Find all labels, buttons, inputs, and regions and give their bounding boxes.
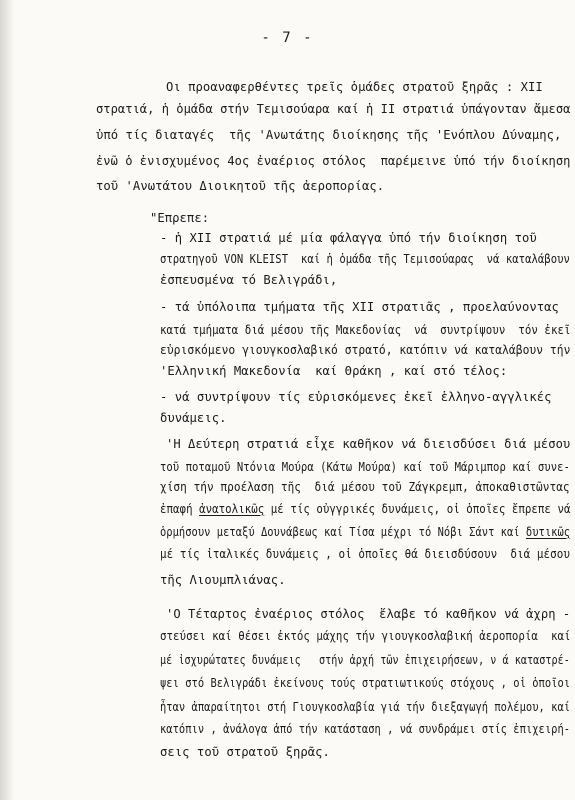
text-segment: ὁρμήσουν μεταξύ Δουνάβεως καί Τίσα μέχρι τό Νόβι Σάντ καί — [160, 525, 526, 539]
underlined-word: δυτικῶς — [525, 525, 571, 539]
underlined-word: ἀνατολικῶς — [199, 502, 265, 516]
text-line: δυνάμεις. — [160, 411, 227, 425]
text-line: τοῦ ποταμοῦ Ντόνια Μούρα (Κάτω Μούρα) καί τοῦ Μάριμπορ καί συνε- — [160, 460, 570, 474]
page-number: - 7 - — [261, 30, 314, 46]
text-line: 'Ελληνική Μακεδονία καί Θράκη , καί στό τέλος: — [160, 364, 508, 378]
text-line: στρατηγοῦ VON KLEIST καί ἡ ὁμάδα τῆς Τεμισούαρας νά καταλάβουν — [160, 252, 570, 266]
text-line: μέ ἰσχυρώτατες δυνάμεις στήν ἀρχή τῶν ἐπιχειρήσεων, ν ά καταστρέ- — [160, 653, 570, 667]
text-line: - ἡ XII στρατιά μέ μία φάλαγγα ὑπό τήν διοίκηση τοῦ — [160, 231, 537, 245]
text-line: ὑπό τίς διαταγές τῆς 'Ανωτάτης διοίκησης τῆς 'Ενόπλου Δύναμης, — [96, 128, 562, 142]
text-line: χίση τήν προέλαση τῆς διά μέσου τοῦ Ζάγκρεμπ, ἀποκαθιστῶντας — [160, 480, 570, 494]
text-line — [160, 501, 571, 517]
text-line: 'Ο Τέταρτος ἐναέριος στόλος ἔλαβε τό καθῆκον νά ἀχρη - — [166, 607, 571, 621]
text-line: 'Η Δεύτερη στρατιά εἶχε καθῆκον νά διεισδύσει διά μέσου — [166, 437, 571, 451]
text-line: στεύσει καί θέσει ἐκτός μάχης τήν γιουγκοσλαβική ἀεροπορία καί — [160, 629, 571, 643]
text-line: ἐσπευσμένα τό Βελιγράδι, — [160, 273, 338, 287]
text-line: κατόπιν , ἀνάλογα ἀπό τήν κατάσταση , νά συνδράμει στίς ἐπιχειρή- — [160, 722, 571, 736]
text-line: Οι προαναφερθέντες τρεῖς ὁμάδες στρατοῦ ξηρᾶς : XII — [166, 80, 543, 94]
text-line: ἦταν ἀπαραίτητοι στή Γιουγκοσλαβία γιά τήν διεξαγωγή πολέμου, καί — [160, 700, 571, 714]
text-line: στρατιά, ἡ ὁμάδα στήν Τεμισούαρα καί ἡ II στρατιά ὑπάγονταν ἄμεσα — [96, 102, 571, 116]
text-line: εὑρισκόμενο γιουγκοσλαβικό στρατό, κατόπιν νά καταλάβουν τήν — [160, 343, 571, 357]
text-line: κατά τμήματα διά μέσου τῆς Μακεδονίας νά συντρίψουν τόν ἐκεῖ — [160, 323, 571, 337]
text-line: τοῦ 'Ανωτάτου Διοικητοῦ τῆς ἀεροπορίας. — [96, 179, 385, 193]
binding-shadow — [0, 0, 14, 800]
text-line: ἐνῶ ὁ ἐνισχυμένος 4ος ἐναέριος στόλος παρέμεινε ὑπό τήν διοίκηση — [96, 154, 571, 168]
text-line: τῆς Λιουμπλιάνας. — [160, 573, 286, 587]
text-line: μέ τίς ἰταλικές δυνάμεις , οἱ ὁποῖες θά διεισδύσουν διά μέσου — [160, 547, 570, 561]
text-line — [160, 524, 570, 540]
text-line: ψει στό Βελιγράδι ἐκείνους τούς στρατιωτικούς στόχους , οἱ ὁποῖοι — [160, 676, 571, 690]
text-line: - τά ὑπόλοιπα τμήματα τῆς XII στρατιᾶς , προελαύνοντας — [160, 300, 559, 314]
text-segment: μέ τίς οὐγγρικές δυνάμεις, οἱ ὁποῖες ἔπρεπε νά — [264, 502, 571, 516]
text-line: - νά συντρίψουν τίς εὑρισκόμενες ἐκεῖ ἑλληνο-αγγλικές — [160, 390, 552, 404]
text-line: "Επρεπε: — [150, 211, 210, 225]
text-segment: ἐπαφή — [160, 502, 200, 516]
text-line: σεις τοῦ στρατοῦ ξηρᾶς. — [160, 745, 330, 759]
